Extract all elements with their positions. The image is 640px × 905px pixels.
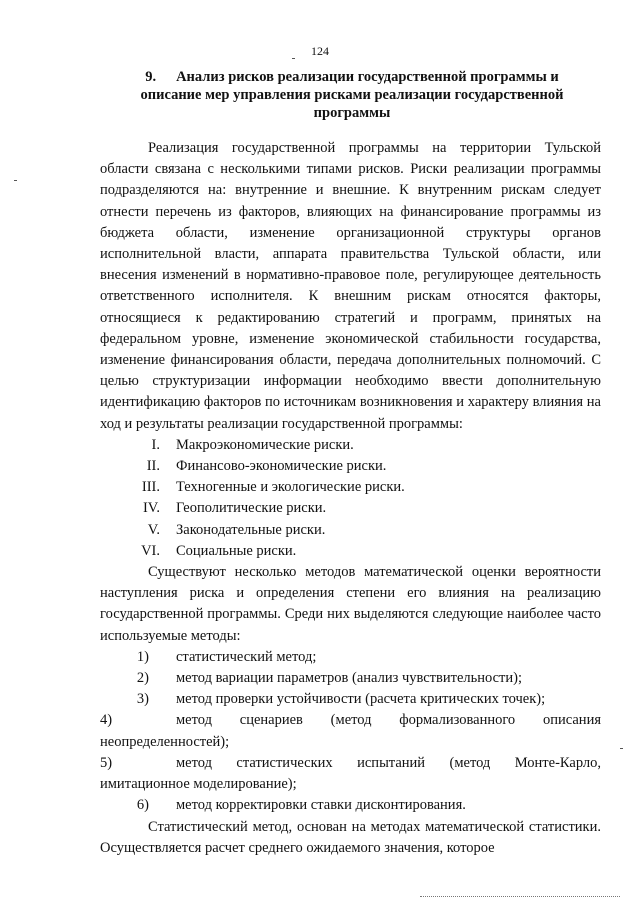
list-item: II. Финансово-экономические риски. [146, 458, 387, 475]
paragraph-statistical-method: Статистический метод, основан на методах математической статистики. Осуществляется расчет среднего ожидаемого значения, которое [100, 818, 601, 856]
list-item: V. Законодательные риски. [147, 521, 326, 538]
section-heading [96, 68, 608, 122]
list-item: I. Макроэкономические риски. [151, 436, 354, 453]
list-item: VI. Социальные риски. [141, 542, 297, 559]
list-item: 2) метод вариации параметров (анализ чувствительности); [136, 670, 523, 687]
heading-line-2: описание мер управления рисками реализации государственной [140, 87, 564, 103]
section-number: 9. [145, 69, 157, 85]
heading-line-1: 9. Анализ рисков реализации государственной программы и [145, 69, 559, 85]
list-item: 4) метод сценариев (метод формализованного описания неопределенностей); [100, 712, 601, 750]
document-body [100, 138, 601, 859]
list-item: 6) метод корректировки ставки дисконтирования. [136, 797, 466, 814]
list-item: 5) метод статистических испытаний (метод Монте-Карло, имитационное моделирование); [100, 754, 601, 793]
list-item: IV. Геополитические риски. [142, 500, 327, 517]
paragraph-methods-intro: Существуют несколько методов математической оценки вероятности наступления риска и определения степени его влияния на реализацию государственной программы. Среди них выделяются следующие наиболее часто используемые методы: [100, 564, 601, 644]
scan-speck [620, 748, 623, 749]
scan-speck [292, 58, 295, 59]
list-item: 3) метод проверки устойчивости (расчета критических точек); [136, 691, 546, 708]
risk-types-list [100, 435, 601, 562]
paragraph-intro: Реализация государственной программы на территории Тульской области связана с несколькими типами рисков. Риски реализации программы подразделяются на: внутренние и внешние. К внутренним рискам следует отнести перечень из факторов, влияющих на финансирование программы из бюджета области, изменение организационной структуры органов исполнительной власти, аппарата правительства Тульской области, или внесения изменений в нормативно-правовое поле, регулирующее деятельность ответственного исполнителя. К внешним рискам относятся факторы, относящиеся к редактированию стратегий и программ, принятых на федеральном уровне, изменение экономической стабильности государства, изменение финансирования области, передача дополнительных полномочий. С целью структуризации информации необходимо ввести дополнительную идентификацию факторов по источникам возникновения и характеру влияния на ход и результаты реализации государственной программы: [100, 140, 601, 432]
list-item: 1) статистический метод; [136, 648, 317, 665]
scan-artifact-line [420, 895, 620, 897]
page-number: 124 [311, 44, 329, 58]
heading-line-3: программы [313, 105, 391, 121]
scan-speck [14, 180, 17, 181]
methods-list [100, 647, 601, 817]
list-item: III. Техногенные и экологические риски. [141, 479, 405, 496]
